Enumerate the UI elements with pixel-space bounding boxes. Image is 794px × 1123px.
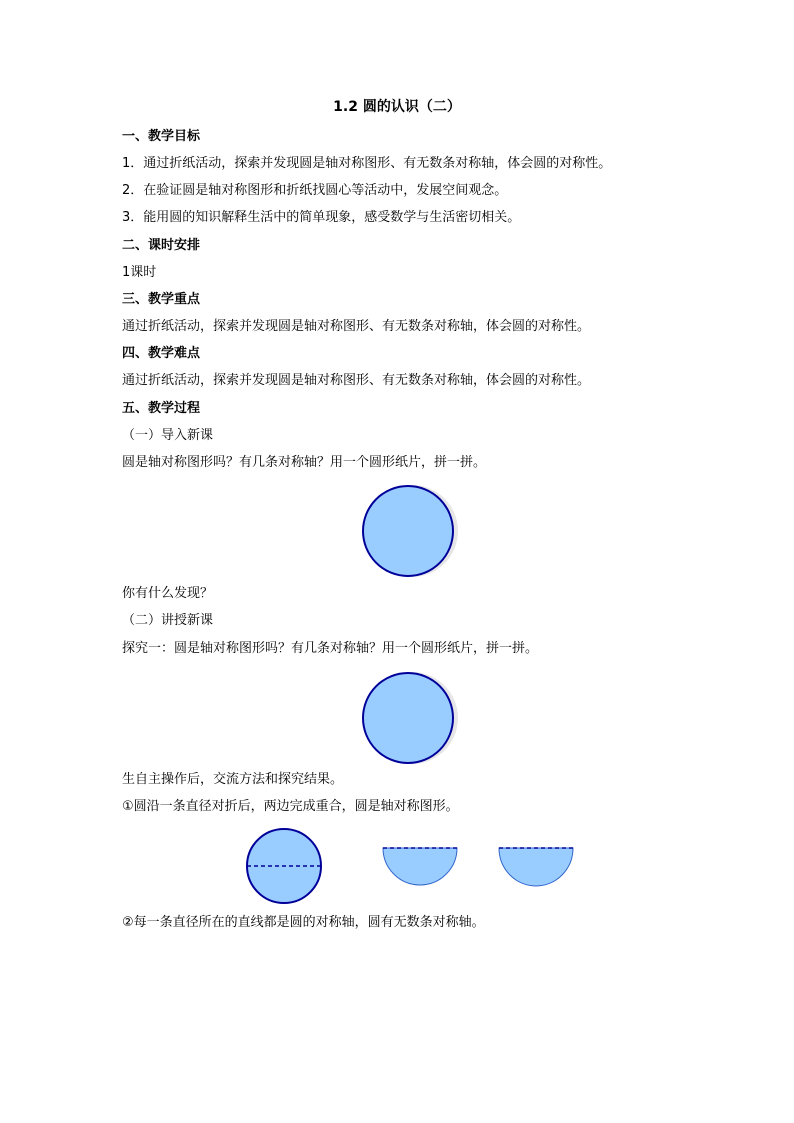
intro-followup: 你有什么发现？ bbox=[122, 586, 214, 601]
page-title: 1.2 圆的认识（二） bbox=[333, 99, 461, 115]
half-circle-figure-1 bbox=[380, 844, 462, 888]
folded-circle-figure bbox=[244, 826, 326, 908]
teach-subheading: （二）讲授新课 bbox=[122, 613, 214, 628]
intro-question: 圆是轴对称图形吗？有几条对称轴？用一个圆形纸片，拼一拼。 bbox=[122, 455, 487, 470]
student-action-text: 生自主操作后，交流方法和探究结果。 bbox=[122, 772, 344, 787]
goal-item-3: 3．能用圆的知识解释生活中的简单现象，感受数学与生活密切相关。 bbox=[122, 210, 521, 225]
circle-figure-1 bbox=[358, 480, 462, 584]
paper-circle bbox=[363, 673, 453, 763]
goal-item-1: 1．通过折纸活动，探索并发现圆是轴对称图形、有无数条对称轴，体会圆的对称性。 bbox=[122, 156, 612, 171]
finding-2: ②每一条直径所在的直线都是圆的对称轴，圆有无数条对称轴。 bbox=[122, 915, 485, 930]
section-heading-goals: 一、教学目标 bbox=[122, 129, 201, 144]
half-circle bbox=[383, 848, 457, 885]
circle-figure-2 bbox=[358, 667, 462, 771]
paper-circle bbox=[363, 486, 453, 576]
explore-question: 探究一：圆是轴对称图形吗？有几条对称轴？用一个圆形纸片，拼一拼。 bbox=[122, 641, 539, 656]
section-heading-difficulty: 四、教学难点 bbox=[122, 346, 201, 361]
finding-1: ①圆沿一条直径对折后，两边完成重合，圆是轴对称图形。 bbox=[122, 799, 459, 814]
schedule-text: 1课时 bbox=[122, 265, 157, 280]
goal-item-2: 2．在验证圆是轴对称图形和折纸找圆心等活动中，发展空间观念。 bbox=[122, 183, 508, 198]
half-circle bbox=[499, 848, 573, 886]
key-text: 通过折纸活动，探索并发现圆是轴对称图形、有无数条对称轴，体会圆的对称性。 bbox=[122, 319, 591, 334]
section-heading-process: 五、教学过程 bbox=[122, 401, 201, 416]
intro-subheading: （一）导入新课 bbox=[122, 428, 214, 443]
section-heading-key: 三、教学重点 bbox=[122, 292, 201, 307]
half-circle-figure-2 bbox=[496, 844, 578, 890]
difficulty-text: 通过折纸活动，探索并发现圆是轴对称图形、有无数条对称轴，体会圆的对称性。 bbox=[122, 373, 591, 388]
section-heading-schedule: 二、课时安排 bbox=[122, 238, 201, 253]
